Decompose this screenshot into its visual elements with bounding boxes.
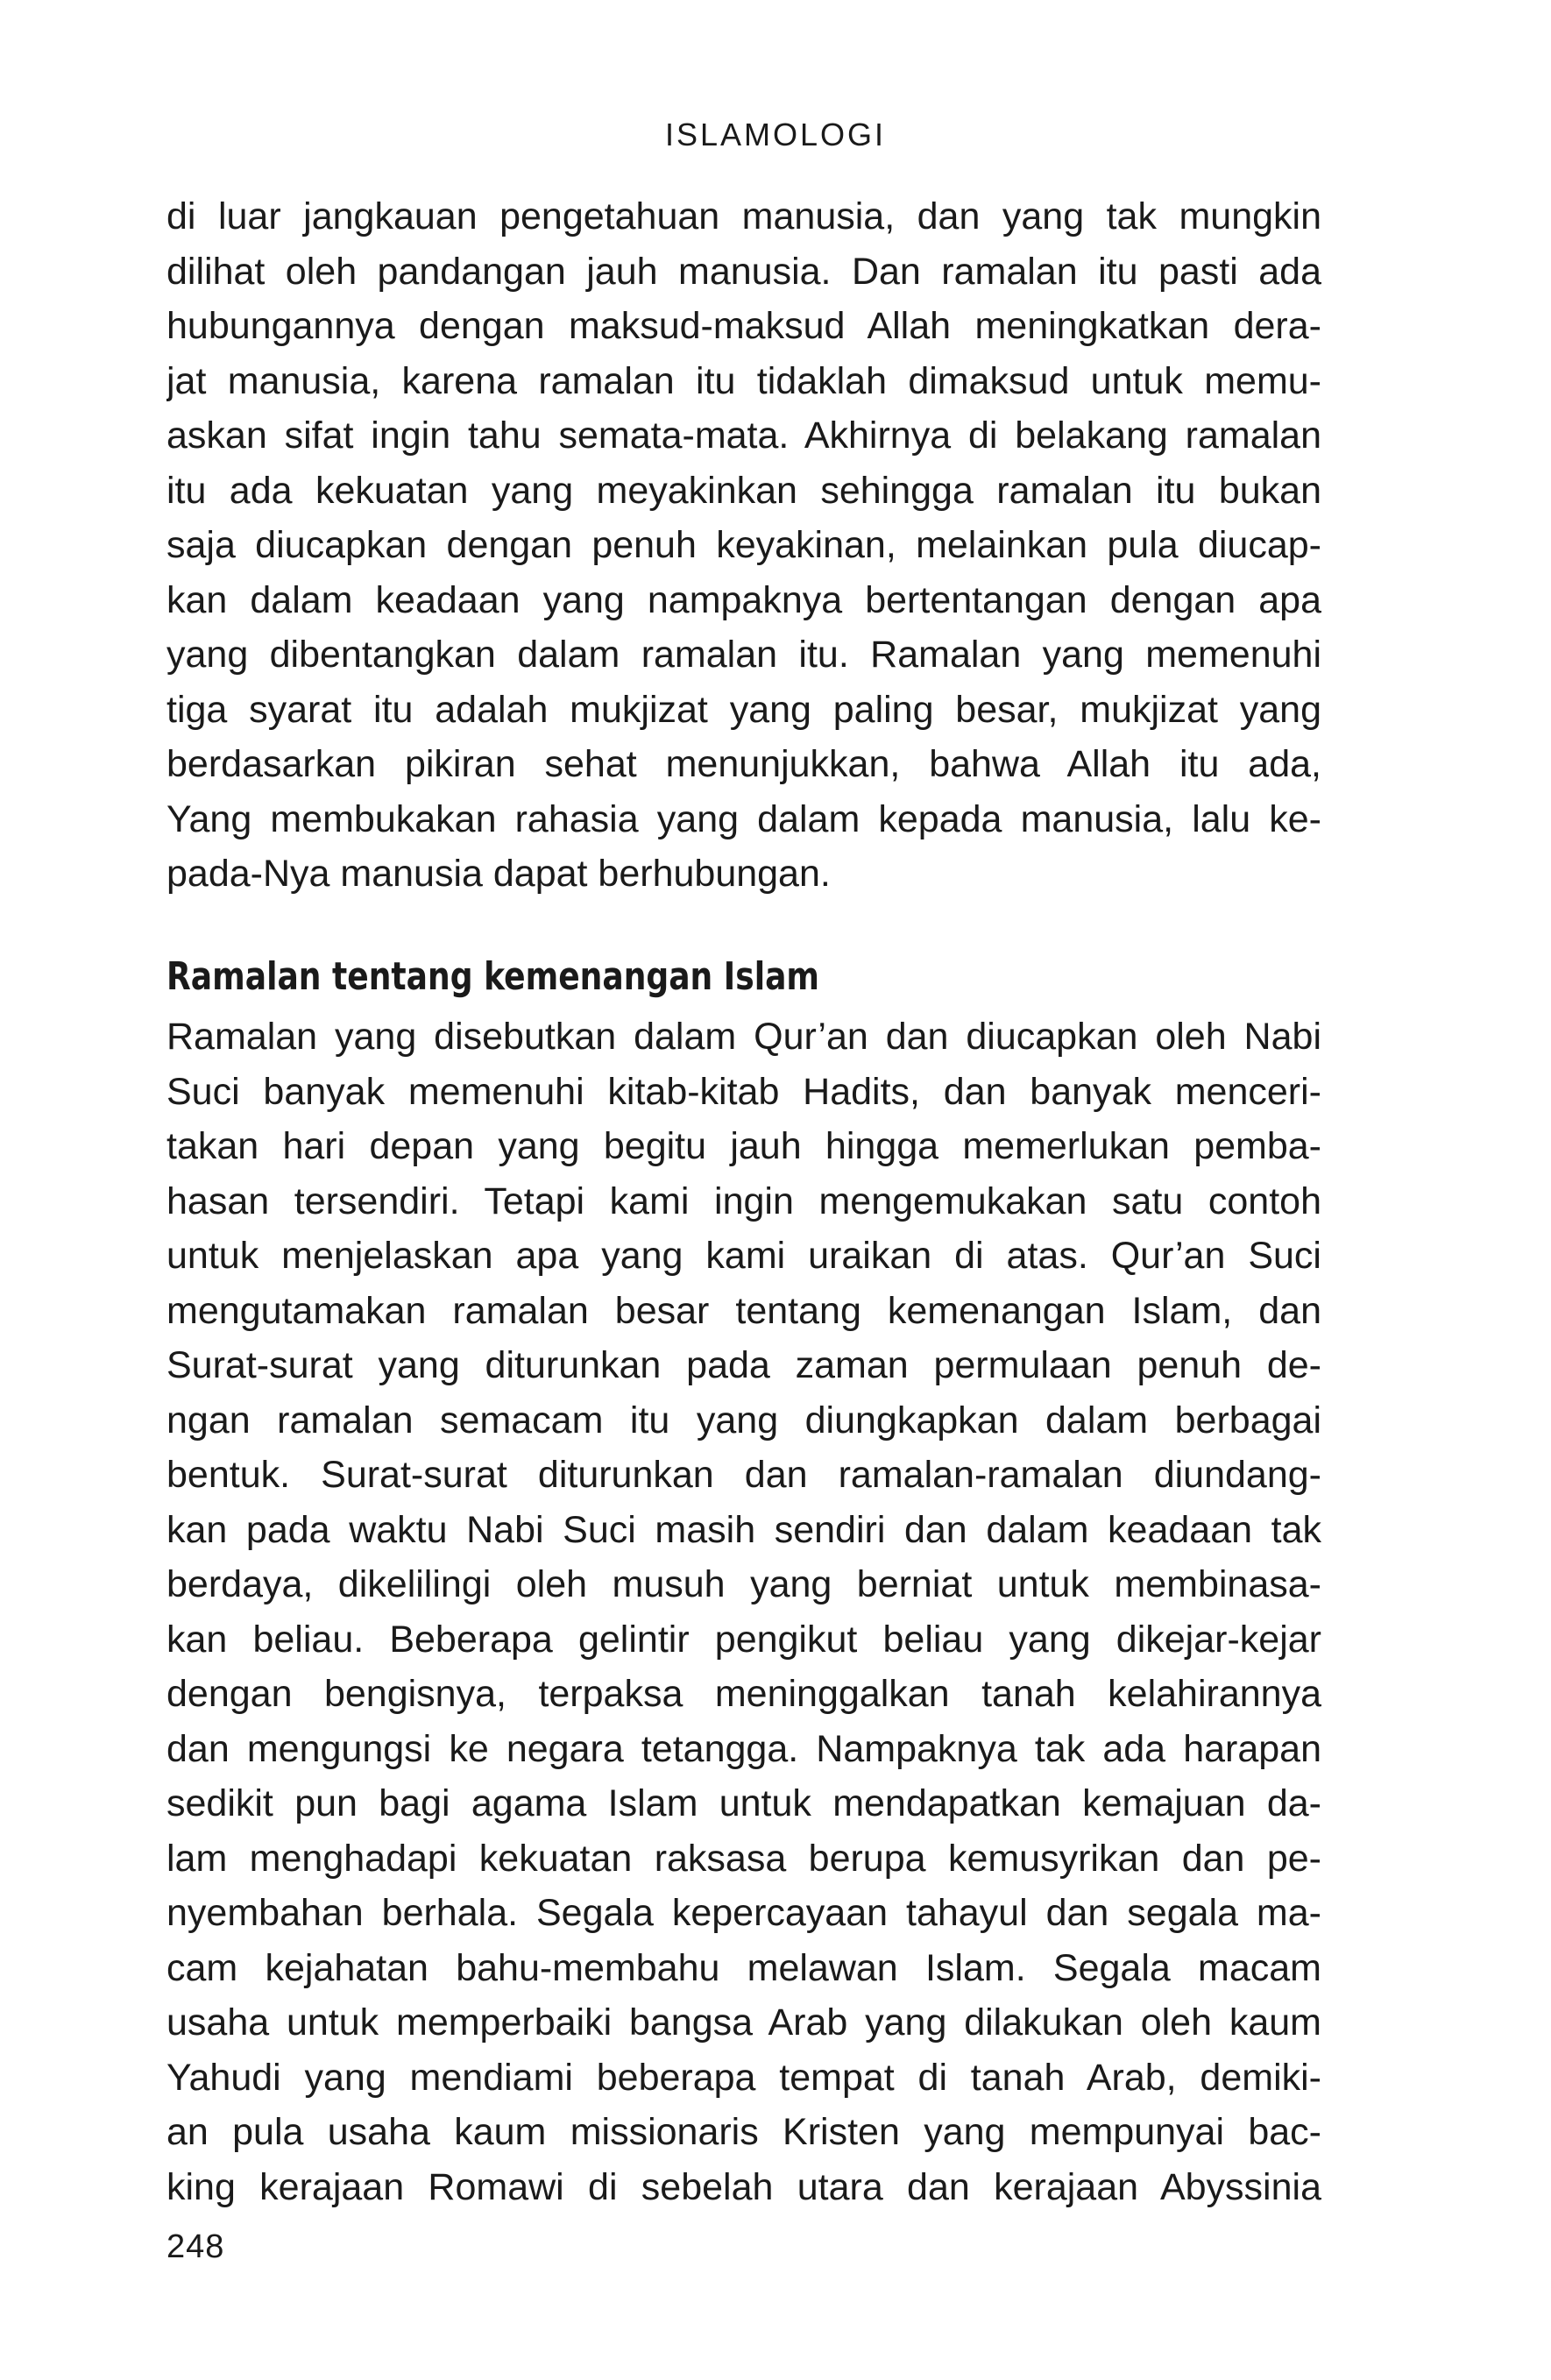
- text-line: hasan tersendiri. Tetapi kami ingin mengemukakan satu contoh: [166, 1179, 1321, 1222]
- text-line: nyembahan berhala. Segala kepercayaan tahayul dan segala ma-: [166, 1892, 1321, 1934]
- text-line: itu ada kekuatan yang meyakinkan sehingga ramalan itu bukan: [166, 469, 1321, 512]
- text-line: di luar jangkauan pengetahuan manusia, dan yang tak mungkin: [166, 195, 1321, 237]
- text-line: an pula usaha kaum missionaris Kristen yang mempunyai bac-: [166, 2111, 1321, 2153]
- text-line: yang dibentangkan dalam ramalan itu. Ramalan yang memenuhi: [166, 634, 1321, 676]
- text-line: berdaya, dikelilingi oleh musuh yang berniat untuk membinasa-: [166, 1563, 1321, 1605]
- text-line: kan dalam keadaan yang nampaknya bertentangan dengan apa: [166, 578, 1321, 621]
- text-line: dengan bengisnya, terpaksa meninggalkan tanah kelahirannya: [166, 1673, 1321, 1715]
- text-line: askan sifat ingin tahu semata-mata. Akhirnya di belakang ramalan: [166, 414, 1321, 457]
- text-line: Yahudi yang mendiami beberapa tempat di tanah Arab, demiki-: [166, 2056, 1321, 2099]
- text-line: jat manusia, karena ramalan itu tidaklah dimaksud untuk memu-: [166, 359, 1321, 402]
- text-line: hubungannya dengan maksud-maksud Allah meningkatkan dera-: [166, 305, 1321, 347]
- text-line: cam kejahatan bahu-membahu melawan Islam. Segala macam: [166, 1946, 1321, 1989]
- text-line: pada-Nya manusia dapat berhubungan.: [166, 853, 831, 895]
- text-line: dan mengungsi ke negara tetangga. Nampaknya tak ada harapan: [166, 1727, 1321, 1770]
- text-line: sedikit pun bagi agama Islam untuk mendapatkan kemajuan da-: [166, 1782, 1321, 1824]
- text-line: Suci banyak memenuhi kitab-kitab Hadits, dan banyak menceri-: [166, 1070, 1321, 1113]
- text-line: dilihat oleh pandangan jauh manusia. Dan ramalan itu pasti ada: [166, 250, 1321, 293]
- paragraph-1: [166, 189, 1321, 902]
- running-header: ISLAMOLOGI: [664, 117, 887, 152]
- text-line: lam menghadapi kekuatan raksasa berupa kemusyrikan dan pe-: [166, 1837, 1321, 1880]
- text-line: ngan ramalan semacam itu yang diungkapkan dalam berbagai: [166, 1399, 1321, 1441]
- page-number: 248: [166, 2228, 225, 2265]
- section-heading: Ramalan tentang kemenangan Islam: [166, 954, 820, 999]
- text-line: berdasarkan pikiran sehat menunjukkan, bahwa Allah itu ada,: [166, 743, 1321, 785]
- text-line: Surat-surat yang diturunkan pada zaman permulaan penuh de-: [166, 1344, 1321, 1386]
- text-line: untuk menjelaskan apa yang kami uraikan di atas. Qur’an Suci: [166, 1235, 1321, 1277]
- text-line: kan beliau. Beberapa gelintir pengikut beliau yang dikejar-kejar: [166, 1618, 1321, 1661]
- text-line: king kerajaan Romawi di sebelah utara dan kerajaan Abyssinia: [166, 2165, 1321, 2208]
- paragraph-2: [166, 1009, 1321, 2214]
- text-line: tiga syarat itu adalah mukjizat yang paling besar, mukjizat yang: [166, 688, 1321, 731]
- text-line: Ramalan yang disebutkan dalam Qur’an dan diucapkan oleh Nabi: [166, 1016, 1321, 1058]
- text-line: takan hari depan yang begitu jauh hingga memerlukan pemba-: [166, 1125, 1321, 1167]
- text-line: bentuk. Surat-surat diturunkan dan ramalan-ramalan diundang-: [166, 1454, 1321, 1496]
- text-line: usaha untuk memperbaiki bangsa Arab yang dilakukan oleh kaum: [166, 2001, 1321, 2044]
- text-line: saja diucapkan dengan penuh keyakinan, melainkan pula diucap-: [166, 524, 1321, 566]
- text-line: kan pada waktu Nabi Suci masih sendiri dan dalam keadaan tak: [166, 1508, 1321, 1551]
- text-line: Yang membukakan rahasia yang dalam kepada manusia, lalu ke-: [166, 797, 1321, 840]
- text-line: mengutamakan ramalan besar tentang kemenangan Islam, dan: [166, 1289, 1321, 1332]
